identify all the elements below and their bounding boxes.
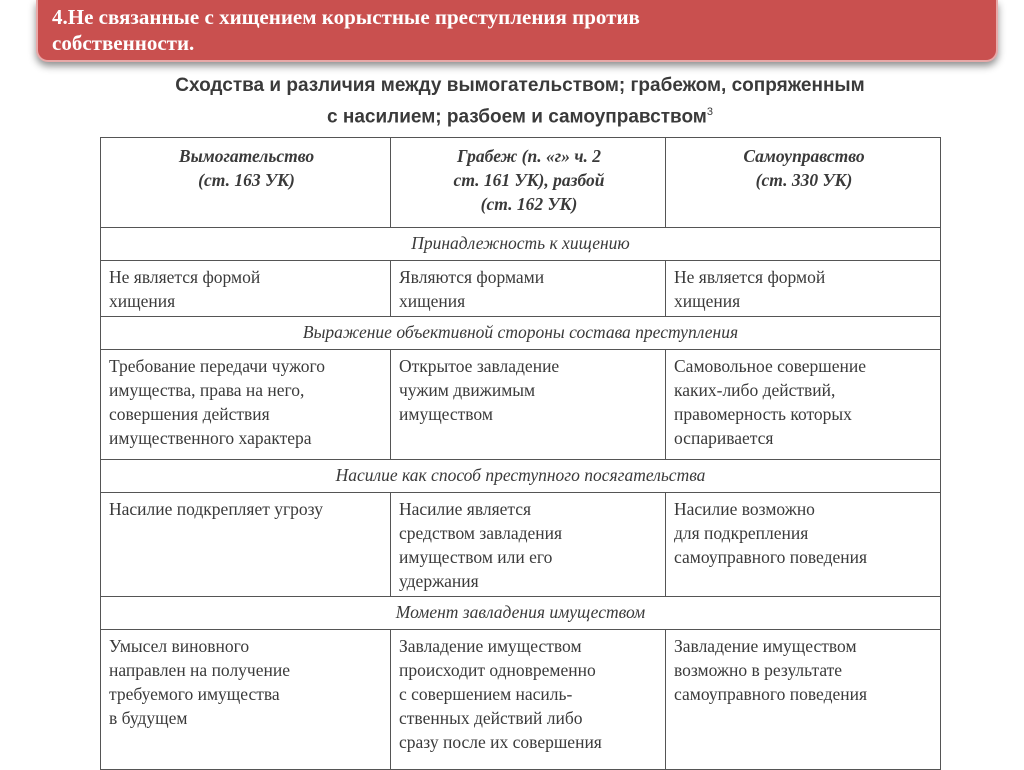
section-row [101, 597, 941, 630]
table-cell [391, 350, 666, 460]
table-row [101, 630, 941, 770]
table-cell [666, 261, 941, 317]
table-caption [100, 72, 940, 130]
cell-line: ственных действий либо [399, 708, 583, 728]
cell-line: Самовольное совершение [674, 356, 867, 376]
cell-line: правомерность которых [674, 404, 852, 424]
header-line: Вымогательство [178, 146, 315, 166]
table-cell [666, 350, 941, 460]
cell-line: в будущем [109, 708, 188, 728]
cell-line: Насилие возможно [674, 499, 815, 519]
section-title: Насилие как способ преступного посягательства [101, 460, 941, 493]
cell-line: с совершением насиль- [399, 684, 573, 704]
table-cell [666, 493, 941, 597]
table-cell [101, 493, 391, 597]
table-caption-line-1: Сходства и различия между вымогательством; грабежом, сопряженным [175, 75, 865, 96]
cell-line: Требование передачи чужого [109, 356, 326, 376]
table-row [101, 261, 941, 317]
cell-line: самоуправного поведения [674, 547, 868, 567]
cell-line: совершения действия [109, 404, 270, 424]
cell-line: хищения [674, 291, 741, 311]
section-row [101, 317, 941, 350]
cell-line: самоуправного поведения [674, 684, 868, 704]
section-title: Момент завладения имуществом [101, 597, 941, 630]
cell-line: Не является формой [109, 267, 261, 287]
header-line: Самоуправство [743, 146, 865, 166]
table-caption-line-2: с насилием; разбоем и самоуправством [327, 106, 707, 128]
table-cell [101, 261, 391, 317]
cell-line: чужим движимым [399, 380, 536, 400]
cell-line: хищения [399, 291, 466, 311]
table-cell [101, 350, 391, 460]
cell-line: средством завладения [399, 523, 563, 543]
table-cell [666, 630, 941, 770]
cell-line: Насилие подкрепляет угрозу [109, 499, 323, 519]
table-cell [391, 493, 666, 597]
cell-line: имуществом [399, 404, 493, 424]
header-robbery [391, 138, 666, 228]
header-arbitrariness [666, 138, 941, 228]
cell-line: для подкрепления [674, 523, 809, 543]
table-caption-line-2-wrap [100, 99, 940, 130]
section-title: Выражение объективной стороны состава преступления [101, 317, 941, 350]
cell-line: Завладение имуществом [674, 636, 857, 656]
header-line: (ст. 162 УК) [480, 194, 578, 214]
header-line: Грабеж (п. «г» ч. 2 [456, 146, 602, 166]
cell-line: имуществом или его [399, 547, 553, 567]
cell-line: сразу после их совершения [399, 732, 602, 752]
table-cell [101, 630, 391, 770]
cell-line: Открытое завладение [399, 356, 560, 376]
cell-line: возможно в результате [674, 660, 843, 680]
cell-line: Насилие является [399, 499, 532, 519]
section-row [101, 228, 941, 261]
header-line: ст. 161 УК), разбой [453, 170, 605, 190]
table-row [101, 493, 941, 597]
table-row [101, 350, 941, 460]
cell-line: требуемого имущества [109, 684, 280, 704]
slide-title-banner [36, 0, 998, 62]
cell-line: имущественного характера [109, 428, 312, 448]
header-extortion [101, 138, 391, 228]
header-line: (ст. 330 УК) [755, 170, 853, 190]
cell-line: имущества, права на него, [109, 380, 305, 400]
cell-line: Завладение имуществом [399, 636, 582, 656]
cell-line: происходит одновременно [399, 660, 596, 680]
footnote-marker: 3 [706, 106, 713, 118]
cell-line: направлен на получение [109, 660, 290, 680]
cell-line: Умысел виновного [109, 636, 250, 656]
comparison-table [100, 137, 941, 770]
cell-line: Являются формами [399, 267, 545, 287]
cell-line: Не является формой [674, 267, 826, 287]
section-row [101, 460, 941, 493]
table-cell [391, 630, 666, 770]
cell-line: хищения [109, 291, 176, 311]
cell-line: каких-либо действий, [674, 380, 836, 400]
slide-title-line-1: 4.Не связанные с хищением корыстные преступления против [52, 5, 640, 29]
header-row [101, 138, 941, 228]
slide-title-line-2: собственности. [52, 31, 195, 55]
header-line: (ст. 163 УК) [198, 170, 295, 190]
cell-line: удержания [399, 571, 479, 591]
cell-line: оспаривается [674, 428, 774, 448]
section-title: Принадлежность к хищению [101, 228, 941, 261]
table-cell [391, 261, 666, 317]
